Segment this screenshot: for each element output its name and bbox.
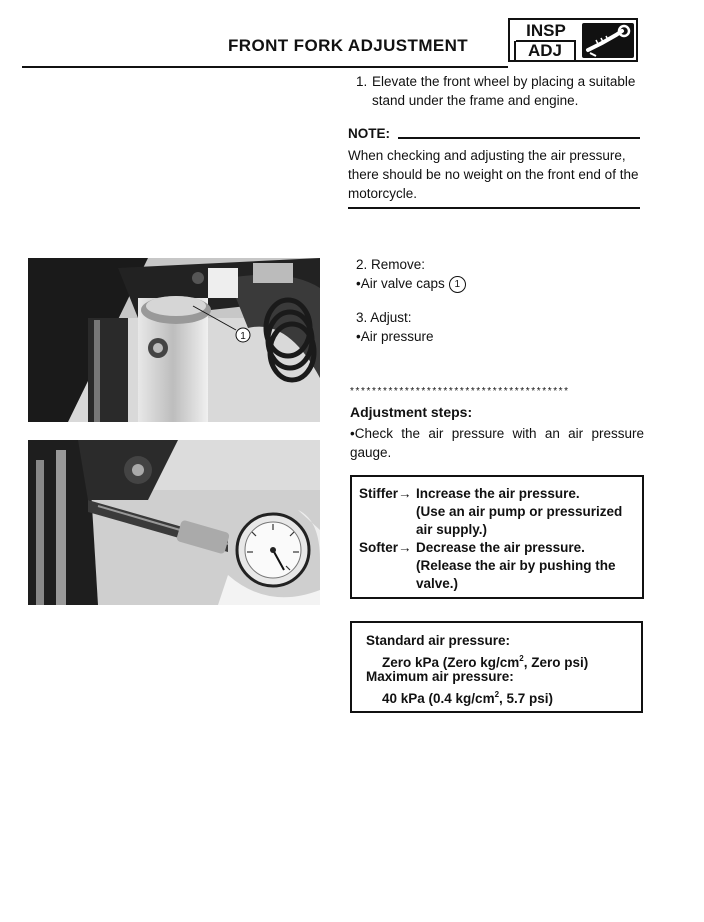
step-2-callout: 1 (449, 276, 466, 293)
stiffer-softer-box (350, 475, 644, 599)
standard-value-b: , Zero psi) (523, 655, 589, 670)
page-title: FRONT FORK ADJUSTMENT (228, 36, 469, 55)
stiffer-line2: (Use an air pump or pressurized air supply.) (416, 504, 623, 537)
note-bottom-rule (348, 207, 640, 209)
standard-value-sup: 2 (519, 654, 524, 663)
stiffer-line1: Increase the air pressure. (416, 486, 580, 501)
adjustment-steps-title: Adjustment steps: (350, 404, 473, 420)
step-2-item (356, 274, 466, 293)
max-value-sup: 2 (494, 690, 500, 699)
step-3-item: •Air pressure (356, 329, 434, 344)
step-1-text: Elevate the front wheel by placing a suitable stand under the frame and engine. (372, 74, 636, 108)
note-text: When checking and adjusting the air pressure, there should be no weight on the front end of the motorcycle. (348, 148, 639, 201)
header-rule (22, 66, 508, 68)
max-value-a: 40 kPa (0.4 kg/cm (382, 691, 495, 706)
badge-insp-label: INSP (526, 21, 566, 40)
note-rule (398, 137, 640, 139)
softer-line1: Decrease the air pressure. (416, 540, 585, 555)
step-2-heading: 2. Remove: (356, 257, 426, 272)
air-pressure-spec-box (350, 621, 643, 713)
note-label: NOTE: (348, 126, 390, 141)
standard-pressure-label: Standard air pressure: (366, 633, 511, 648)
check-pressure-text: •Check the air pressure with an air pressure gauge. (350, 426, 644, 460)
max-pressure-value (382, 686, 553, 708)
max-pressure-label: Maximum air pressure: (366, 669, 514, 684)
max-value-b: , 5.7 psi) (499, 691, 554, 706)
asterisk-divider: **************************************** (350, 386, 570, 397)
badge-adj-label: ADJ (514, 41, 576, 60)
stiffer-label: Stiffer→ (359, 486, 412, 501)
step-2-item-text: •Air valve caps (356, 276, 445, 291)
fork-air-valve-photo (28, 258, 320, 422)
step-1-number: 1. (356, 74, 368, 89)
photo1-callout-label: 1 (240, 331, 246, 342)
step-3-heading: 3. Adjust: (356, 310, 412, 325)
wrench-gauge-icon (582, 23, 634, 58)
softer-line2: (Release the air by pushing the valve.) (416, 558, 616, 591)
softer-label: Softer→ (359, 540, 412, 555)
standard-value-a: Zero kPa (Zero kg/cm (382, 655, 520, 670)
section-badge (508, 18, 638, 62)
air-pressure-gauge-photo (28, 440, 320, 605)
